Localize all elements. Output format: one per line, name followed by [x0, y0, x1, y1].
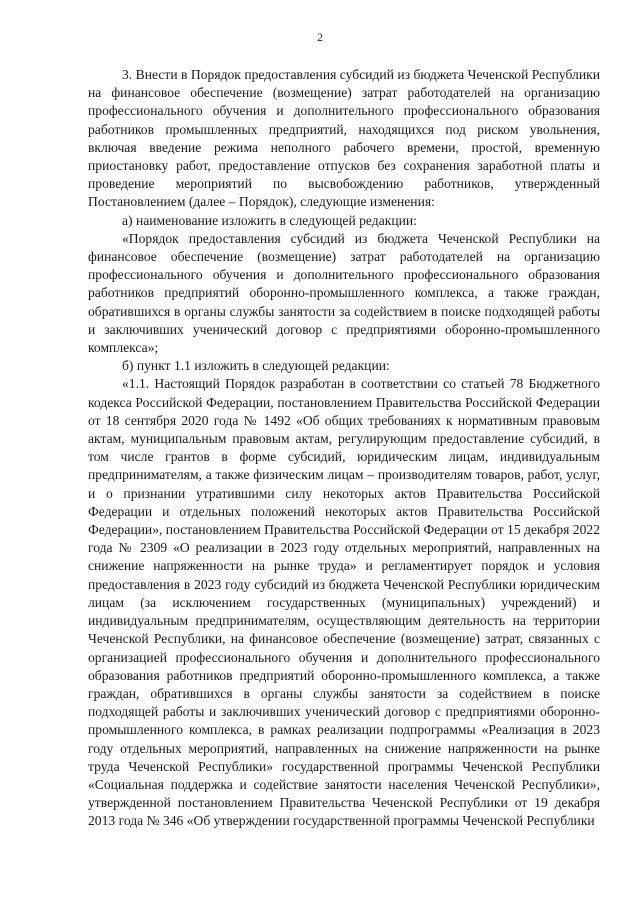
paragraph-clause-1-1: «1.1. Настоящий Порядок разработан в соответствии со статьей 78 Бюджетного кодекса Российской Федерации, постановлением Правительства Российской Федерации от 18 сентября 2020 года № 1492 «Об общих требованиях к нормативным правовым актам, муниципальным правовым актам, регулирующим предоставление субсидий, в том числе грантов в форме субсидий, юридическим лицам, индивидуальным предпринимателям, а также физическим лицам – производителям товаров, работ, услуг, и о признании утратившими силу некоторых актов Правительства Российской Федерации и отдельных положений некоторых актов Правительства Российской Федерации», постановлением Правительства Российской Федерации от 15 декабря 2022 года № 2309 «О реализации в 2023 году отдельных мероприятий, направленных на снижение напряженности на рынке труда» и регламентирует порядок и условия предоставления в 2023 году субсидий из бюджета Чеченской Республики юридическим лицам (за исключением государственных (муниципальных) учреждений) и индивидуальным предпринимателям, осуществляющим деятельность на территории Чеченской Республики, на финансовое обеспечение (возмещение) затрат, связанных с организацией профессионального обучения и дополнительного профессионального образования работников предприятий оборонно-промышленного комплекса, а также граждан, обратившихся в органы службы занятости за содействием в поиске подходящей работы и заключивших ученический договор с предприятиями оборонно-промышленного комплекса, в рамках реализации подпрограммы «Реализация в 2023 году отдельных мероприятий, направленных на снижение напряженности на рынке труда Чеченской Республики» государственной программы Чеченской Республики «Социальная поддержка и содействие занятости населения Чеченской Республики», утвержденной постановлением Правительства Чеченской Республики от 19 декабря 2013 года № 346 «Об утверждении государственной программы Чеченской Республики	[88, 376, 600, 829]
page-number: 2	[317, 30, 323, 44]
paragraph-subitem-b: б) пункт 1.1 изложить в следующей редакции:	[122, 358, 390, 374]
paragraph-subitem-a: а) наименование изложить в следующей редакции:	[122, 212, 417, 228]
paragraph-new-title: «Порядок предоставления субсидий из бюджета Чеченской Республики на финансовое обеспечение (возмещение) затрат работодателей на организацию профессионального обучения и дополнительного профессионального образования работников предприятий оборонно-промышленного комплекса, а также граждан, обратившихся в органы службы занятости за содействием в поиске подходящей работы и заключивших ученический договор с предприятиями оборонно-промышленного комплекса»;	[88, 230, 600, 356]
document-body	[88, 66, 600, 831]
paragraph-item-3-intro: 3. Внести в Порядок предоставления субсидий из бюджета Чеченской Республики на финансовое обеспечение (возмещение) затрат работодателей на организацию профессионального обучения и дополнительного профессионального образования работников промышленных предприятий, находящихся под риском увольнения, включая введение режима неполного рабочего времени, простой, временную приостановку работ, предоставление отпусков без сохранения заработной платы и проведение мероприятий по высвобождению работников, утвержденный Постановлением (далее – Порядок), следующие изменения:	[88, 67, 600, 210]
